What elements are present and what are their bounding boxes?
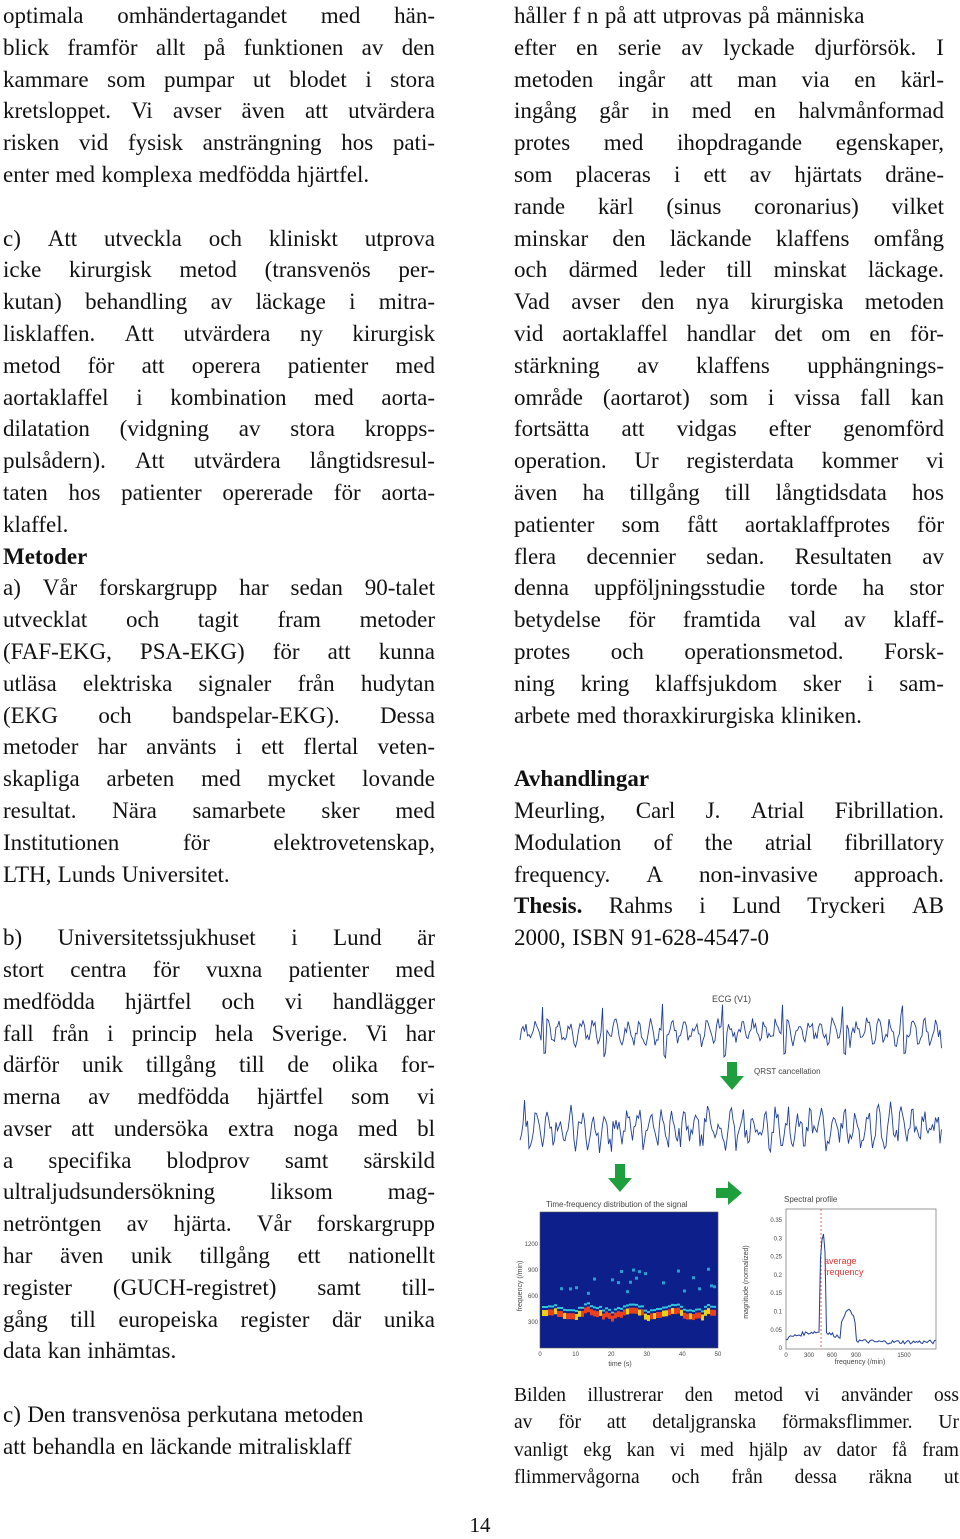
section-heading: Metoder <box>3 543 88 569</box>
fibrillatory-trace <box>520 1100 942 1153</box>
text-line: skapliga arbeten med mycket lovande <box>3 766 435 792</box>
text-line: blick framför allt på funktionen av den <box>3 34 435 60</box>
tf-title: Time-frequency distribution of the signal <box>546 1200 688 1209</box>
paragraph-gap <box>3 890 435 922</box>
text-line: arbete med thoraxkirurgiska kliniken. <box>514 702 862 728</box>
right-arrow-icon <box>716 1181 742 1205</box>
text-line: utläsa elektriska signaler från hudytan <box>3 670 435 696</box>
text-line: Institutionen för elektrovetenskap, <box>3 829 435 855</box>
section-heading: Avhandlingar <box>514 766 650 792</box>
tf-background <box>540 1212 718 1348</box>
tick-label: 0.2 <box>773 1272 782 1279</box>
tick-label: 0.15 <box>770 1291 782 1298</box>
text-line: protes och operationsmetod. Forsk- <box>514 638 944 664</box>
tick-label: 0 <box>538 1352 542 1358</box>
text-line: stärkning av klaffens upphängnings- <box>514 352 944 378</box>
text-line: merna av medfödda hjärtfel som vi <box>3 1084 435 1110</box>
text-line: gång till europeiska register där unika <box>3 1306 435 1332</box>
paragraph-gap <box>514 731 944 763</box>
paragraph-gap <box>3 191 435 223</box>
sp-x-axis-label: frequency (/min) <box>834 1359 886 1366</box>
text-line: ning kring klaffsjukdom sker i sam- <box>514 670 944 696</box>
text-line: a) Vår forskargrupp har sedan 90-talet <box>3 575 435 601</box>
text-line: metoder har använts i ett flertal veten- <box>3 734 435 760</box>
text-line: taten hos patienter opererade för aorta- <box>3 479 435 505</box>
text-line: Modulation of the atrial fibrillatory <box>514 829 944 855</box>
text-line: resultat. Nära samarbete sker med <box>3 797 435 823</box>
text-line: stort centra för vuxna patienter med <box>3 956 435 982</box>
text-line: protes med ihopdragande egenskaper, <box>514 130 944 156</box>
text-line: har även unik tillgång ett nationellt <box>3 1243 435 1269</box>
tick-label: 0.1 <box>773 1309 782 1316</box>
ecg-label: ECG (V1) <box>712 994 752 1004</box>
page-number: 14 <box>469 1513 491 1537</box>
text-line: minskar den läckande klaffens omfång <box>514 225 944 251</box>
text-line: klaffel. <box>3 511 69 537</box>
figure-caption <box>514 1382 959 1492</box>
text-line: som placeras i ett av hjärtats dräne- <box>514 161 944 187</box>
caption-line: av för att detaljgranska förmaksflimmer. Ur <box>514 1412 959 1434</box>
ecg-trace <box>520 1004 942 1058</box>
text-line: flera decennier sedan. Resultaten av <box>514 543 944 569</box>
text-line: avser att undersöka extra noga med bl <box>3 1115 435 1141</box>
text-line: att behandla en läckande mitralisklaff <box>3 1433 352 1459</box>
text-line: patienter som fått aortaklaffprotes för <box>514 511 944 537</box>
text-line: område (aortarot) som i vissa fall kan <box>514 384 944 410</box>
text-line: aortaklaffel i kombination med aorta- <box>3 384 435 410</box>
down-arrow-icon <box>720 1062 744 1090</box>
text-line: ultraljudsundersökning liksom mag- <box>3 1179 435 1205</box>
tf-x-axis-label: time (s) <box>608 1361 632 1368</box>
text-line: frequency. A non-invasive approach. <box>514 861 944 887</box>
text-line: kretsloppet. Vi avser även att utvärdera <box>3 98 435 124</box>
text-line: rande kärl (sinus coronarius) vilket <box>514 193 944 219</box>
caption-line: Bilden illustrerar den metod vi använder oss <box>514 1385 959 1406</box>
text-line: data kan inhämtas. <box>3 1338 177 1364</box>
text-line: metoden ingår att man via en kärl- <box>514 66 944 92</box>
text-line: 2000, ISBN 91-628-4547-0 <box>514 925 770 951</box>
text-line: fall från i princip hela Sverige. Vi har <box>3 1020 435 1046</box>
tick-label: 50 <box>714 1352 722 1358</box>
text-line: icke kirurgisk metod (transvenös per- <box>3 257 435 283</box>
tick-label: 900 <box>527 1268 538 1274</box>
text-line: LTH, Lunds Universitet. <box>3 861 230 887</box>
text-line: enter med komplexa medfödda hjärtfel. <box>3 161 370 187</box>
text-line: dilatation (vidgning av stora kropps- <box>3 416 435 442</box>
tick-label: 0.25 <box>770 1254 782 1261</box>
qrst-label: QRST cancellation <box>754 1067 821 1076</box>
average-label: average <box>824 1256 857 1266</box>
text-line: betydelse för framtida val av klaff- <box>514 607 944 633</box>
left-column <box>3 0 435 1463</box>
text-line: Vad avser den nya kirurgiska metoden <box>514 289 944 315</box>
text-line: (EKG och bandspelar-EKG). Dessa <box>3 702 435 728</box>
text-line: kutan) behandling av läckage i mitra- <box>3 289 435 315</box>
caption-line: flimmervågorna och från dessa räkna ut <box>514 1467 959 1489</box>
text-line: b) Universitetssjukhuset i Lund är <box>3 925 435 951</box>
text-line: ingång går in med en halvmånformad <box>514 98 944 124</box>
text-line: operation. Ur registerdata kommer vi <box>514 448 944 474</box>
sp-title: Spectral profile <box>784 1195 838 1204</box>
text-line: fortsätta att vidgas efter genomförd <box>514 416 944 442</box>
tick-label: 600 <box>527 1294 538 1300</box>
tick-label: 0.35 <box>770 1218 782 1224</box>
sp-y-axis-label: magnitude (normalized) <box>743 1245 750 1319</box>
text-line: utvecklat och tagit fram metoder <box>3 607 435 633</box>
text-line: netröntgen av hjärta. Vår forskargrupp <box>3 1211 435 1237</box>
tick-label: 1500 <box>897 1353 911 1359</box>
text-line: lisklaffen. Att utvärdera ny kirurgisk <box>3 320 435 346</box>
tick-label: 10 <box>572 1352 579 1358</box>
tick-label: 300 <box>803 1353 815 1359</box>
tick-label: 600 <box>826 1353 838 1359</box>
tick-label: 0 <box>778 1346 782 1353</box>
caption-line: vanligt ekg kan vi med hjälp av dator få fram <box>514 1439 959 1461</box>
text-line: a specifika blodprov samt särskild <box>3 1147 435 1173</box>
text-line: medfödda hjärtfel och vi handlägger <box>3 988 435 1014</box>
tick-label: 300 <box>527 1320 538 1326</box>
text-line: även ha tillgång till långtidsdata hos <box>514 479 944 505</box>
text-line: kammare som pumpar ut blodet i stora <box>3 66 435 92</box>
text-line: metod för att operera patienter med <box>3 352 435 378</box>
tick-label: 40 <box>679 1352 686 1358</box>
text-line: vid aortaklaffel handlar det om en för- <box>514 320 944 346</box>
tick-label: 20 <box>607 1352 615 1358</box>
text-line: håller f n på att utprovas på människa <box>514 3 865 28</box>
text-line: och därmed leder till minskat läckage. <box>514 257 944 283</box>
text-line: pulsådern). Att utvärdera långtidsresul- <box>3 448 435 474</box>
tick-label: 30 <box>643 1352 651 1358</box>
right-column <box>514 0 944 954</box>
text-line: Meurling, Carl J. Atrial Fibrillation. <box>514 797 944 823</box>
text-line: c) Den transvenösa perkutana metoden <box>3 1402 364 1428</box>
down-arrow-icon <box>608 1164 632 1192</box>
text-line: efter en serie av lyckade djurförsök. I <box>514 34 944 60</box>
text-line: register (GUCH-registret) samt till- <box>3 1274 435 1300</box>
tick-label: 0.3 <box>773 1236 782 1243</box>
text-line: (FAF-EKG, PSA-EKG) för att kunna <box>3 638 435 664</box>
text-line: risken vid fysisk ansträngning hos pati- <box>3 130 435 156</box>
text-line: denna uppföljningsstudie torde ha stor <box>514 575 944 601</box>
tick-label: 0 <box>784 1353 788 1359</box>
tick-label: 1200 <box>524 1242 538 1248</box>
text-line: c) Att utveckla och kliniskt utprova <box>3 225 435 251</box>
text-line: optimala omhändertagandet med hän- <box>3 3 435 28</box>
tick-label: 0.05 <box>770 1327 782 1334</box>
frequency-label: frequency <box>824 1267 864 1277</box>
tf-y-axis-label: frequency (/min) <box>517 1260 524 1312</box>
paragraph-gap <box>3 1367 435 1399</box>
text-line: därför unik tillgång till de olika for- <box>3 1052 435 1078</box>
text-line: Thesis. Rahms i Lund Tryckeri AB <box>514 893 944 919</box>
atrial-fibrillation-figure <box>516 986 942 1368</box>
tick-label: 900 <box>850 1353 862 1359</box>
